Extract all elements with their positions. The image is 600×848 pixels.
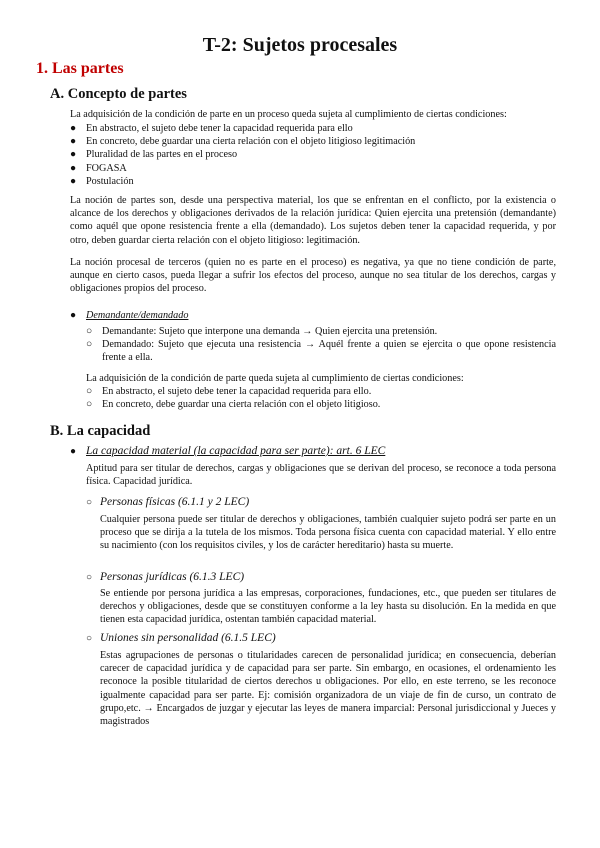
bullet-dot-icon: ● xyxy=(70,123,77,134)
bullet-dot-icon: ● xyxy=(70,136,77,148)
subsection-heading-capacidad: B. La capacidad xyxy=(50,423,151,439)
bullet-circle-icon: ○ xyxy=(86,399,93,411)
list-item xyxy=(70,445,556,458)
capacidad-paragraph: Aptitud para ser titular de derechos, cargas y obligaciones que se derivan del proceso, se reconoce a toda persona física. Capacidad jurídica. xyxy=(86,463,556,488)
list-item: ● Pluralidad de las partes en el proceso xyxy=(70,149,238,161)
bullet-circle-icon: ○ xyxy=(86,497,93,508)
personas-fisicas-paragraph: Cualquier persona puede ser titular de derechos y obligaciones, también cualquier sujeto podrá ser parte en un proceso que se dirija a la tutela de los mismos. Toda persona física cuenta con capacidad material. Y ello entre su nacimiento (con los requisitos civiles, y los de carácter hereditario) hasta su muerte. xyxy=(100,514,556,552)
list-item: ● En concreto, debe guardar una cierta relación con el objeto litigioso legitimación xyxy=(70,136,416,148)
uniones-paragraph: Estas agrupaciones de personas o titularidades carecen de personalidad jurídica; en consecuencia, deberían carecer de capacidad jurídica y de capacidad para ser parte. Sin embargo, en ocasiones, el ordenamiento les reconoce la posible titularidad de ciertos derechos u obligaciones. Por ello, en este terreno, se les reconoce igualmente capacidad para ser parte. Ej: comisión organizadora de un viaje de fin de curso, un contrato de grupo,etc. → Encargados de juzgar y ejecutar las leyes de manera imparcial: Personal jurisdiccional y Jueces y magistrados xyxy=(100,650,556,728)
bullet-dot-icon: ● xyxy=(70,162,77,174)
list-item: ○ Demandante: Sujeto que interpone una demanda → Quien ejercita una pretensión. xyxy=(86,326,438,337)
terceros-paragraph: La noción procesal de terceros (quien no es parte en el proceso) es negativa, ya que no tiene condición de parte, aunque en cierto casos, pueda llegar a sufrir los efectos del proceso, aunque no sea titular de los derechos, cargas y obligaciones propios del proceso. xyxy=(70,257,556,295)
list-item: ○ Demandado: Sujeto que ejecuta una resistencia → Aquél frente a quien se ejercita o que opone resistencia frente a ella. xyxy=(86,339,556,364)
list-item: ○ En concreto, debe guardar una cierta relación con el objeto litigioso. xyxy=(86,399,381,411)
bullet-circle-icon: ○ xyxy=(86,339,93,351)
list-item: ○ En abstracto, el sujeto debe tener la capacidad requerida para ello. xyxy=(86,386,372,397)
condicion-list xyxy=(86,385,556,411)
conditions-list xyxy=(70,122,556,188)
personas-fisicas-heading: ○ Personas físicas (6.1.1 y 2 LEC) xyxy=(86,496,250,508)
list-item: ● En abstracto, el sujeto debe tener la capacidad requerida para ello xyxy=(70,123,353,134)
subsection-heading-concepto: A. Concepto de partes xyxy=(50,86,187,102)
capacidad-material-heading: La capacidad material (la capacidad para ser parte): art. 6 LEC xyxy=(86,445,386,457)
capacidad-heading-list xyxy=(70,445,556,458)
bullet-circle-icon: ○ xyxy=(86,386,93,397)
bullet-dot-icon: ● xyxy=(70,446,77,457)
partes-paragraph: La noción de partes son, desde una perspectiva material, los que se enfrentan en el conflicto, por la existencia o alcance de los derechos y obligaciones derivados de la relación jurídica: Quien ejercita una pretensión (demandante) como aquél que opone resistencia frente a ella (demandado). Los sujetos deben tener la capacidad requerida, y por otro, deben guardar cierta relación con el objeto litigioso: legitimación. xyxy=(70,195,556,246)
bullet-dot-icon: ● xyxy=(70,175,77,187)
list-item: ● Postulación xyxy=(70,175,134,187)
bullet-circle-icon: ○ xyxy=(86,572,93,583)
personas-juridicas-heading: ○ Personas jurídicas (6.1.3 LEC) xyxy=(86,571,245,583)
demandante-heading-list xyxy=(70,309,556,322)
section-heading-partes: 1. Las partes xyxy=(36,60,124,77)
bullet-circle-icon: ○ xyxy=(86,633,93,644)
list-item: ● FOGASA xyxy=(70,162,127,174)
condicion-paragraph: La adquisición de la condición de parte queda sujeta al cumplimiento de ciertas condiciones: xyxy=(86,373,464,384)
bullet-dot-icon: ● xyxy=(70,310,77,321)
personas-juridicas-paragraph: Se entiende por persona jurídica a las empresas, corporaciones, fundaciones, etc., que pueden ser titulares de derechos y obligaciones, desde que se constituyen conforme a la ley hasta su disolución. En la medida en que tienen esta capacidad jurídica, ostentan también capacidad material. xyxy=(100,588,556,626)
intro-paragraph: La adquisición de la condición de parte en un proceso queda sujeta al cumplimiento de ciertas condiciones: xyxy=(70,109,507,120)
uniones-heading: ○ Uniones sin personalidad (6.1.5 LEC) xyxy=(86,632,276,644)
bullet-circle-icon: ○ xyxy=(86,326,93,337)
demandante-heading: Demandante/demandado xyxy=(86,310,189,321)
list-item xyxy=(70,309,556,322)
bullet-dot-icon: ● xyxy=(70,149,77,161)
page-title: T-2: Sujetos procesales xyxy=(202,34,398,56)
demandante-list xyxy=(86,325,556,365)
